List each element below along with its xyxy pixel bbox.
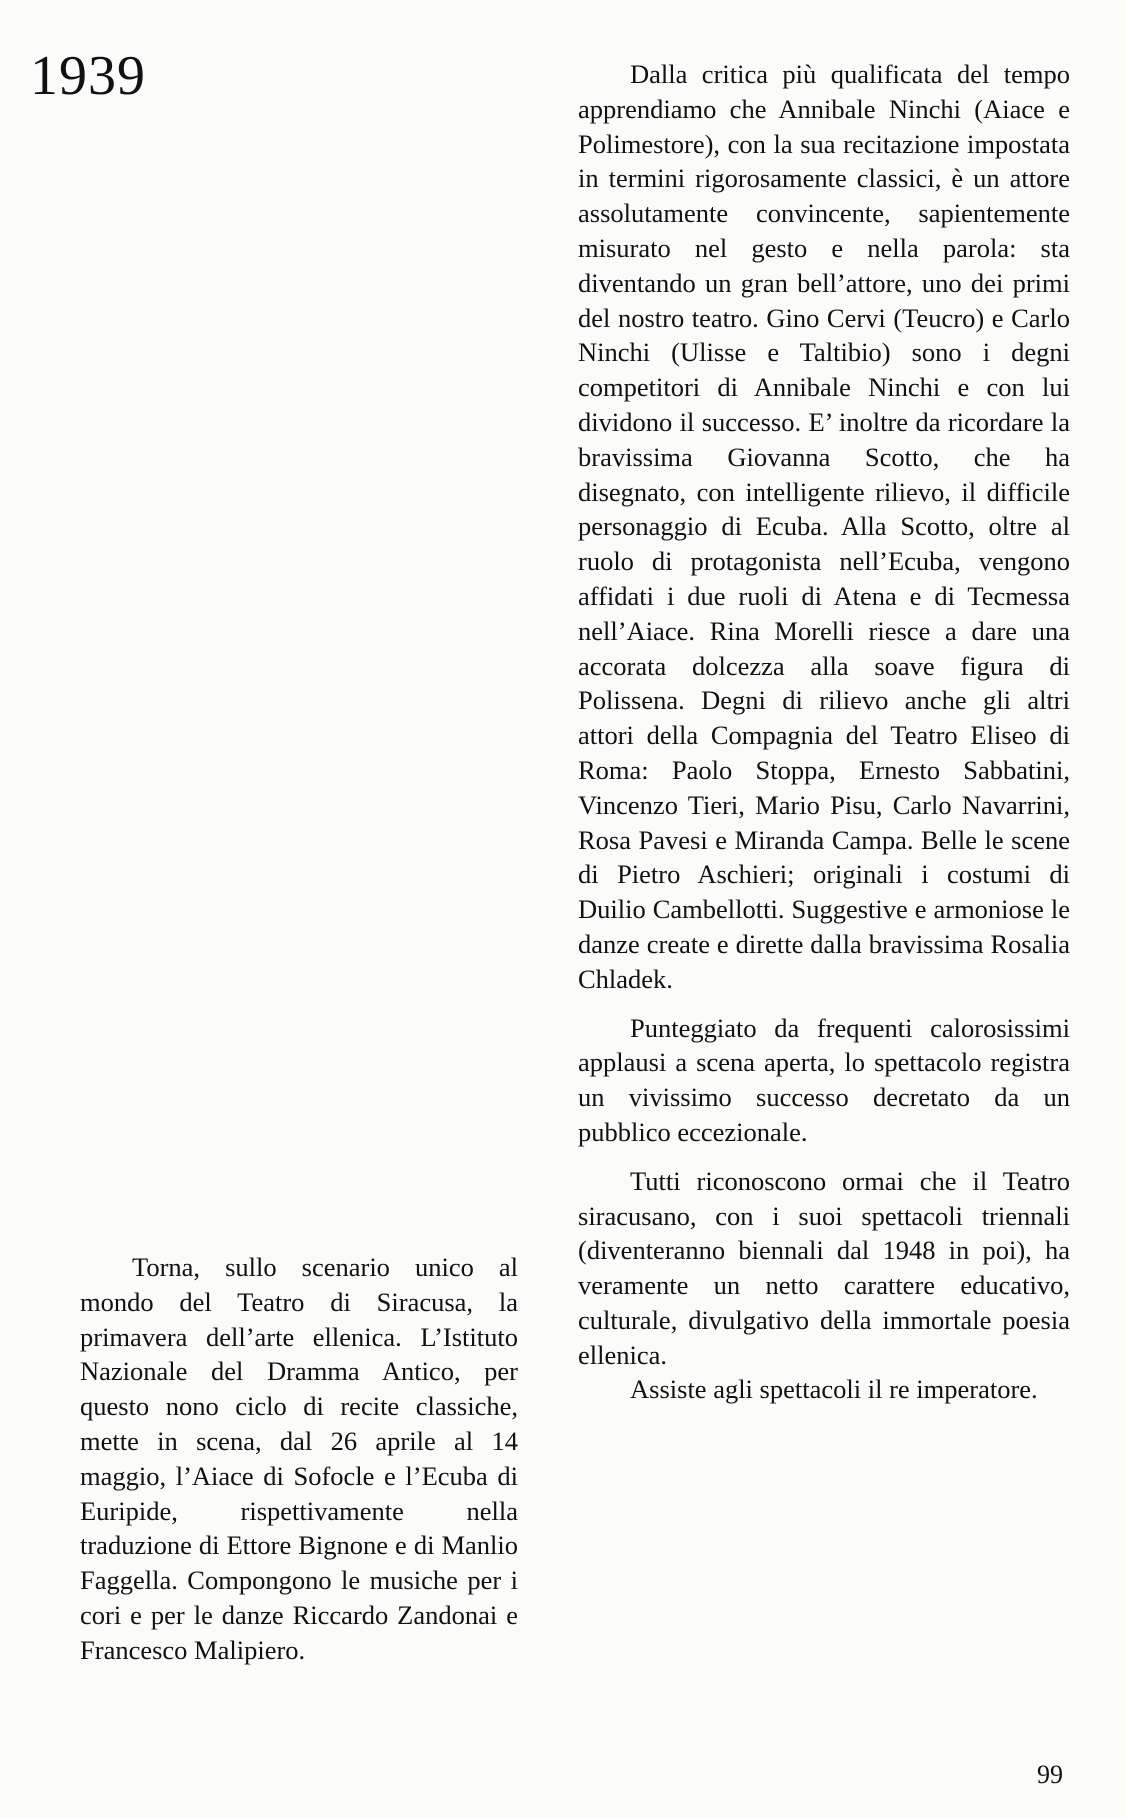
right-paragraph-1: Dalla critica più qualificata del tempo apprendiamo che Annibale Ninchi (Aiace e Polimestore), con la sua recitazione impostata in termini rigorosamente classici, è un attore assolutamente convincente, sapientemente misurato nel gesto e nella parola: sta diventando un gran bell’attore, uno dei primi del nostro teatro. Gino Cervi (Teucro) e Carlo Ninchi (Ulisse e Taltibio) sono i degni competitori di Annibale Ninchi e con lui dividono il successo. E’ inoltre da ricordare la bravissima Giovanna Scotto, che ha disegnato, con intelligente rilievo, il difficile personaggio di Ecuba. Alla Scotto, oltre al ruolo di protagonista nell’Ecuba, vengono affidati i due ruoli di Atena e di Tecmessa nell’Aiace. Rina Morelli riesce a dare una accorata dolcezza alla soave figura di Polissena. Degni di rilievo anche gli altri attori della Compagnia del Teatro Eliseo di Roma: Paolo Stoppa, Ernesto Sabbatini, Vincenzo Tieri, Mario Pisu, Carlo Navarrini, Rosa Pavesi e Miranda Campa. Belle le scene di Pietro Aschieri; originali i costumi di Duilio Cambellotti. Suggestive e armoniose le danze create e dirette dalla bravissima Rosalia Chladek. <box>578 59 1070 994</box>
right-paragraph-4: Assiste agli spettacoli il re imperatore. <box>630 1374 1038 1405</box>
right-paragraph-3: Tutti riconoscono ormai che il Teatro siracusano, con i suoi spettacoli triennali (diventeranno biennali dal 1948 in poi), ha veramente un netto carattere educativo, culturale, divulgativo della immortale poesia ellenica. <box>578 1165 1070 1370</box>
right-paragraph-2: Punteggiato da frequenti calorosissimi applausi a scena aperta, lo spettacolo registra un vivissimo successo decretato da un pubblico eccezionale. <box>578 1012 1070 1147</box>
right-column-text <box>578 57 1070 1407</box>
left-column-text <box>80 1250 518 1668</box>
left-paragraph-1: Torna, sullo scenario unico al mondo del Teatro di Siracusa, la primavera dell’arte ellenica. L’Istituto Nazionale del Dramma Antico, per questo nono ciclo di recite classiche, mette in scena, dal 26 aprile al 14 maggio, l’Aiace di Sofocle e l’Ecuba di Euripide, rispettivamente nella traduzione di Ettore Bignone e di Manlio Faggella. Compongono le musiche per i cori e per le danze Riccardo Zandonai e Francesco Malipiero. <box>80 1252 518 1665</box>
page-number: 99 <box>1037 1760 1063 1789</box>
page-year-heading: 1939 <box>30 45 146 107</box>
